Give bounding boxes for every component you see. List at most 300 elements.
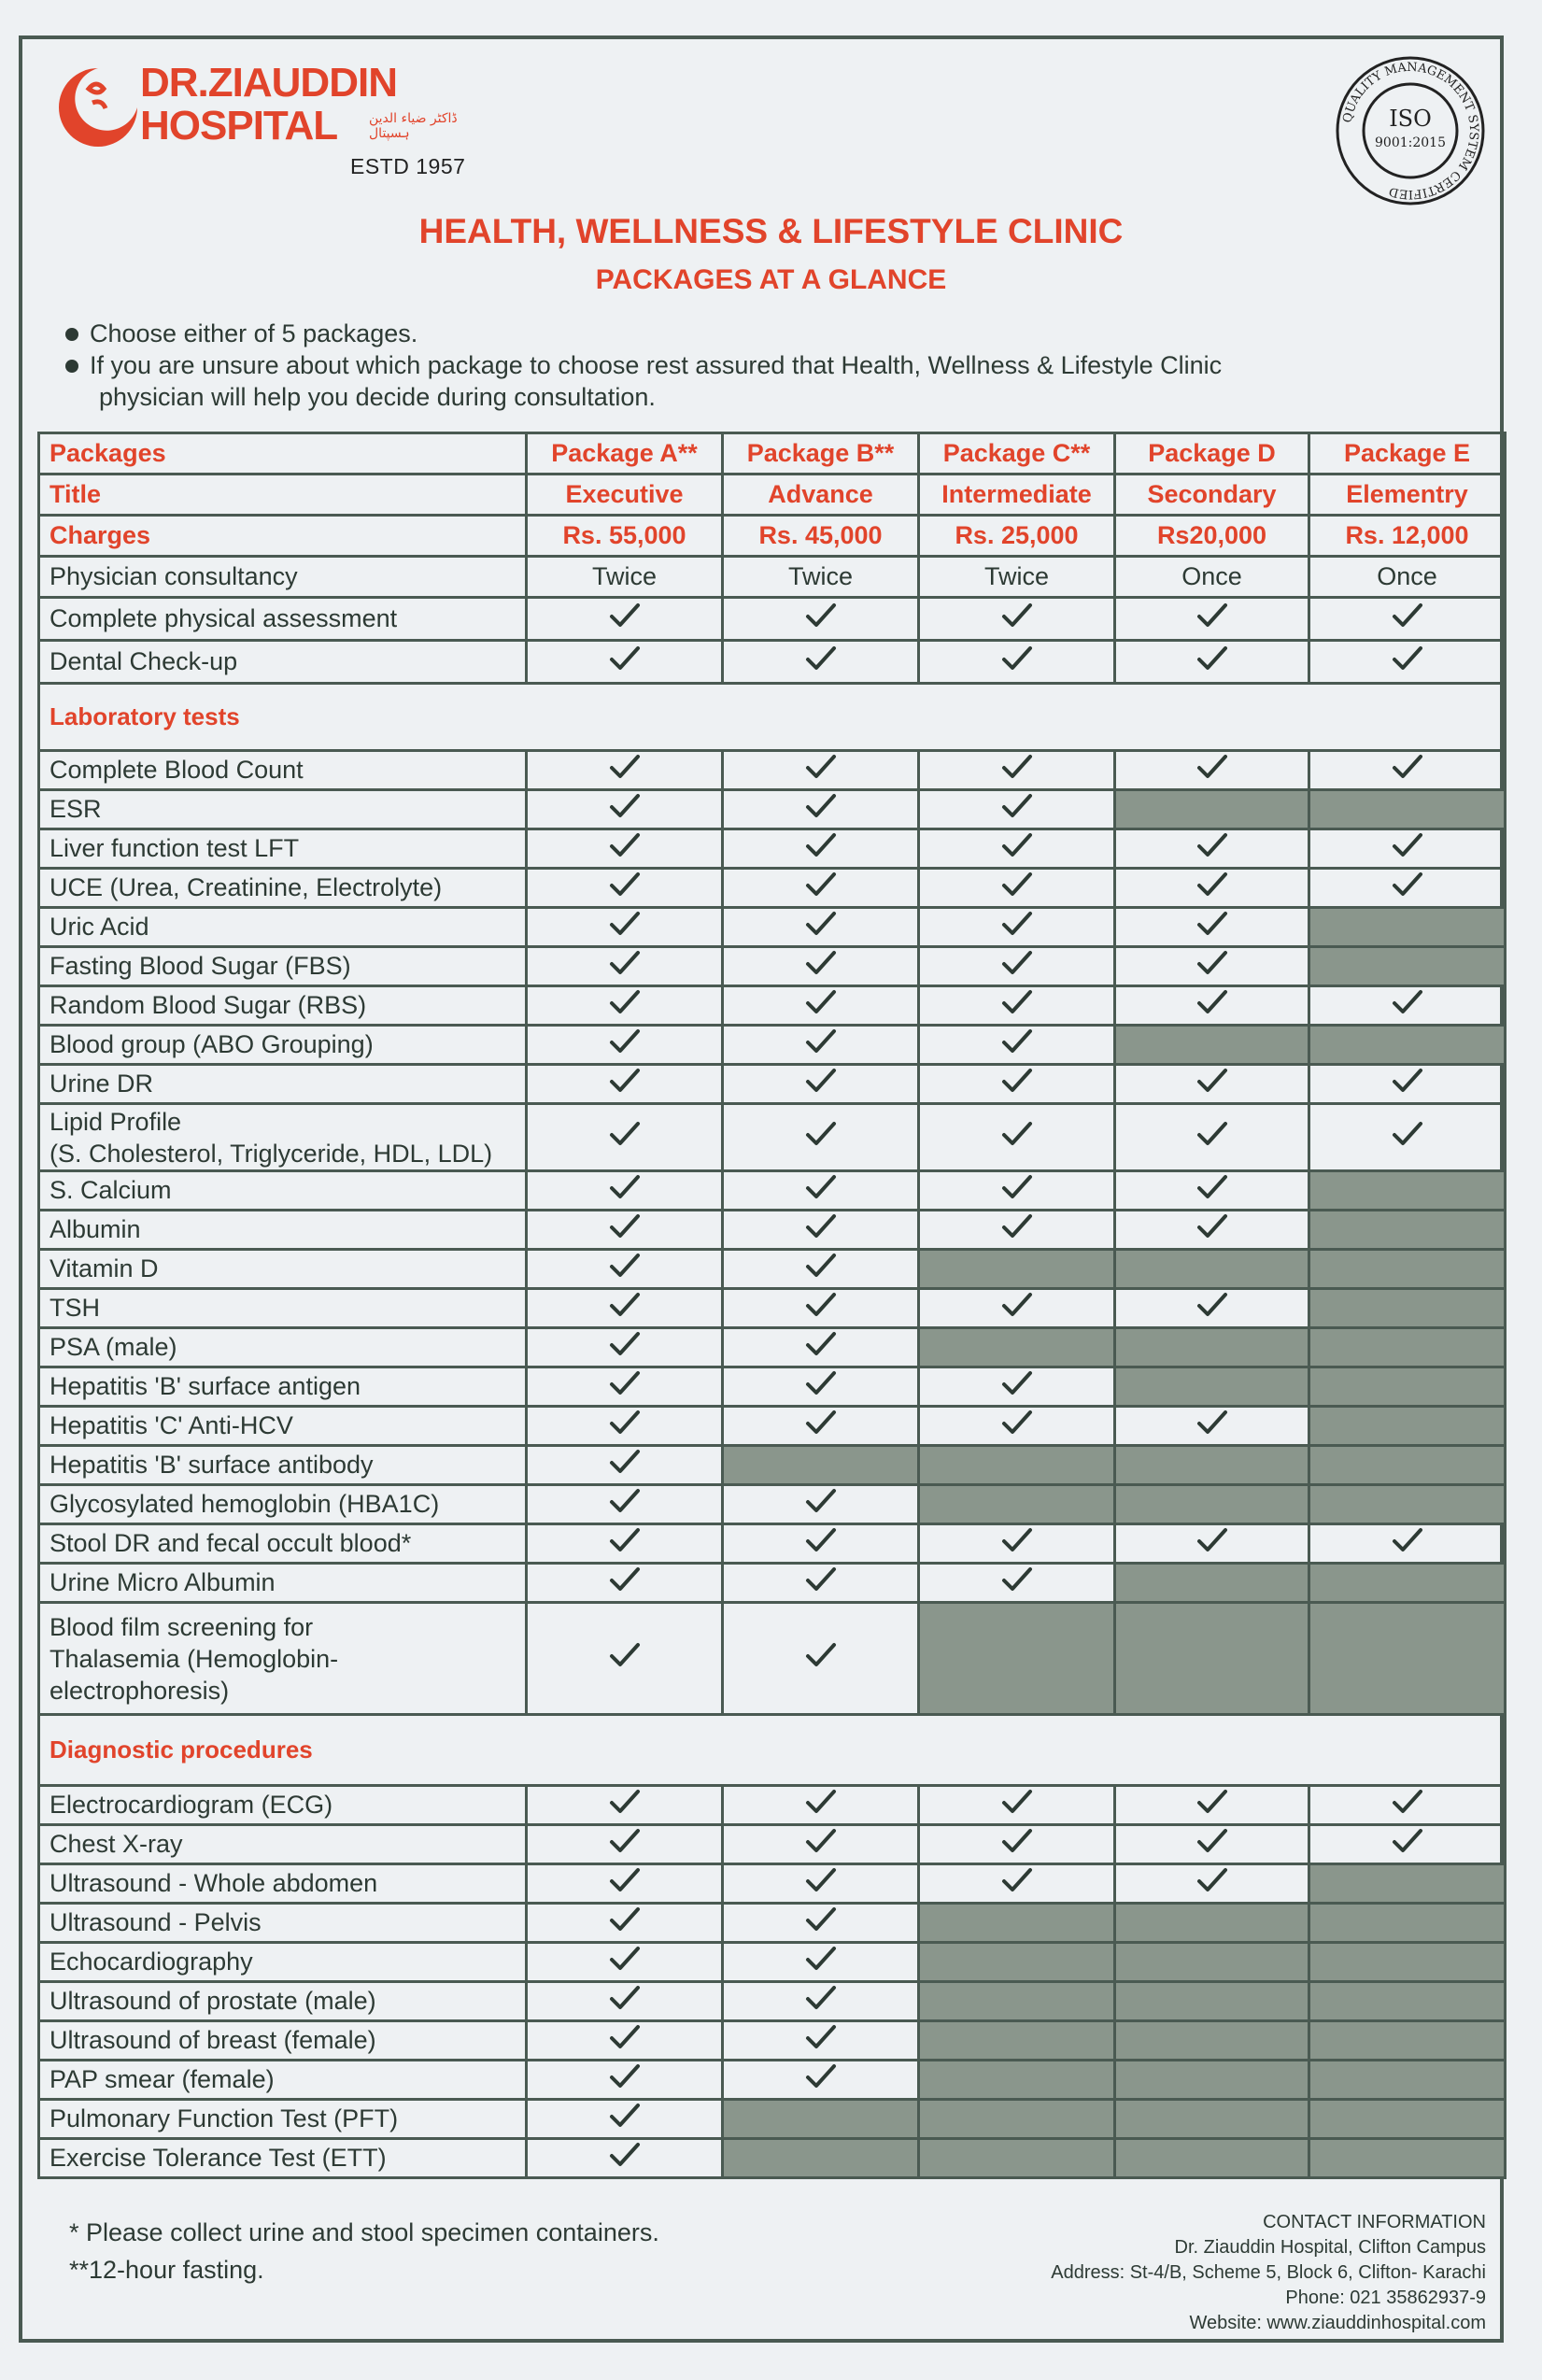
footnotes <box>69 2214 659 2288</box>
table-row <box>39 2061 1506 2100</box>
row-label: Hepatitis 'B' surface antigen <box>39 1367 527 1407</box>
check-icon <box>805 1174 837 1200</box>
frequency-cell: Twice <box>919 557 1115 598</box>
row-label: Ultrasound of breast (female) <box>39 2021 527 2061</box>
check-icon <box>805 989 837 1015</box>
check-icon <box>805 1789 837 1815</box>
header-cell: Package C** <box>919 433 1115 475</box>
check-icon <box>609 871 641 898</box>
row-label: Exercise Tolerance Test (ETT) <box>39 2139 527 2178</box>
included-cell <box>1115 641 1309 684</box>
not-included-cell <box>723 2100 919 2139</box>
included-cell <box>919 790 1115 829</box>
table-row <box>39 908 1506 947</box>
check-icon <box>1196 871 1228 898</box>
check-icon <box>1196 1410 1228 1436</box>
check-icon <box>1001 871 1033 898</box>
iso-certification-seal <box>1331 51 1490 210</box>
included-cell <box>919 598 1115 641</box>
not-included-cell <box>1115 2021 1309 2061</box>
included-cell <box>527 1367 723 1407</box>
table-row <box>39 1982 1506 2021</box>
not-included-cell <box>919 1904 1115 1943</box>
included-cell <box>527 1524 723 1564</box>
check-icon <box>805 1410 837 1436</box>
not-included-cell <box>1309 908 1506 947</box>
frequency-cell: Once <box>1309 557 1506 598</box>
not-included-cell <box>919 1982 1115 2021</box>
check-icon <box>1392 1789 1423 1815</box>
included-cell <box>1115 1786 1309 1825</box>
included-cell <box>723 790 919 829</box>
included-cell <box>919 1825 1115 1864</box>
not-included-cell <box>919 1250 1115 1289</box>
check-icon <box>1001 1828 1033 1854</box>
header-cell: Rs. 25,000 <box>919 516 1115 557</box>
not-included-cell <box>919 2061 1115 2100</box>
check-icon <box>1001 911 1033 937</box>
included-cell <box>1115 1065 1309 1104</box>
row-label: Ultrasound - Pelvis <box>39 1904 527 1943</box>
header-cell: Intermediate <box>919 475 1115 516</box>
check-icon <box>805 1028 837 1055</box>
check-icon <box>1196 1213 1228 1240</box>
check-icon <box>1001 1410 1033 1436</box>
table-row <box>39 1524 1506 1564</box>
included-cell <box>527 1289 723 1328</box>
included-cell <box>723 1171 919 1211</box>
table-row <box>39 1065 1506 1104</box>
check-icon <box>609 1292 641 1318</box>
included-cell <box>723 986 919 1026</box>
not-included-cell <box>1309 1943 1506 1982</box>
row-label: Physician consultancy <box>39 557 527 598</box>
row-label: Packages <box>39 433 527 475</box>
not-included-cell <box>1115 1367 1309 1407</box>
check-icon <box>805 602 837 629</box>
included-cell <box>1115 1104 1309 1171</box>
intro-bullets <box>64 318 1371 413</box>
check-icon <box>1196 1828 1228 1854</box>
check-icon <box>1196 1068 1228 1094</box>
not-included-cell <box>1309 1250 1506 1289</box>
included-cell <box>919 1104 1115 1171</box>
check-icon <box>609 989 641 1015</box>
check-icon <box>609 1828 641 1854</box>
not-included-cell <box>1309 1904 1506 1943</box>
included-cell <box>527 1786 723 1825</box>
check-icon <box>1001 1213 1033 1240</box>
not-included-cell <box>1309 1171 1506 1211</box>
included-cell <box>919 1211 1115 1250</box>
not-included-cell <box>1115 1026 1309 1065</box>
not-included-cell <box>1115 1943 1309 1982</box>
charges-row <box>39 516 1506 557</box>
check-icon <box>609 793 641 819</box>
check-icon <box>805 1331 837 1357</box>
row-label: Hepatitis 'B' surface antibody <box>39 1446 527 1485</box>
table-row <box>39 1603 1506 1715</box>
included-cell <box>723 1328 919 1367</box>
included-cell <box>1115 1171 1309 1211</box>
not-included-cell <box>1309 947 1506 986</box>
included-cell <box>919 1065 1115 1104</box>
packages-header-row <box>39 433 1506 475</box>
check-icon <box>609 2103 641 2129</box>
check-icon <box>609 2024 641 2050</box>
included-cell <box>527 598 723 641</box>
logo-urdu-text: ڈاکٹر ضیاء الدین ہسپتال <box>369 111 458 141</box>
check-icon <box>1392 1828 1423 1854</box>
check-icon <box>1001 1028 1033 1055</box>
check-icon <box>609 1985 641 2011</box>
included-cell <box>919 751 1115 790</box>
row-label: Dental Check-up <box>39 641 527 684</box>
table-row <box>39 1250 1506 1289</box>
included-cell <box>723 641 919 684</box>
included-cell <box>1115 751 1309 790</box>
not-included-cell <box>919 1446 1115 1485</box>
row-label: Uric Acid <box>39 908 527 947</box>
table-row <box>39 1786 1506 1825</box>
not-included-cell <box>1309 790 1506 829</box>
not-included-cell <box>1309 1289 1506 1328</box>
not-included-cell <box>1115 2100 1309 2139</box>
not-included-cell <box>1309 2139 1506 2178</box>
check-icon <box>609 1906 641 1933</box>
check-icon <box>1196 754 1228 780</box>
row-label: ESR <box>39 790 527 829</box>
check-icon <box>1001 1527 1033 1553</box>
table-row <box>39 641 1506 684</box>
included-cell <box>527 1564 723 1603</box>
not-included-cell <box>1309 1407 1506 1446</box>
included-cell <box>723 1825 919 1864</box>
check-icon <box>1392 602 1423 629</box>
included-cell <box>723 598 919 641</box>
header-cell: Executive <box>527 475 723 516</box>
included-cell <box>1309 1786 1506 1825</box>
title-row <box>39 475 1506 516</box>
included-cell <box>527 1446 723 1485</box>
check-icon <box>609 754 641 780</box>
row-label: PAP smear (female) <box>39 2061 527 2100</box>
logo-name-line1: DR.ZIAUDDIN <box>140 60 397 106</box>
check-icon <box>1001 1370 1033 1396</box>
check-icon <box>1196 832 1228 858</box>
not-included-cell <box>1115 1603 1309 1715</box>
iso-ring-text: QUALITY MANAGEMENT SYSTEM CERTIFIED <box>1340 60 1481 202</box>
table-row <box>39 2021 1506 2061</box>
check-icon <box>609 1253 641 1279</box>
iso-title: ISO <box>1389 106 1432 132</box>
not-included-cell <box>1115 790 1309 829</box>
included-cell <box>1309 598 1506 641</box>
contact-website: Website: www.ziauddinhospital.com <box>1189 2313 1486 2333</box>
check-icon <box>805 2063 837 2090</box>
row-label: Urine Micro Albumin <box>39 1564 527 1603</box>
check-icon <box>609 602 641 629</box>
row-label: TSH <box>39 1289 527 1328</box>
included-cell <box>527 908 723 947</box>
check-icon <box>1001 1121 1033 1147</box>
check-icon <box>609 1642 641 1668</box>
included-cell <box>919 1564 1115 1603</box>
check-icon <box>609 1410 641 1436</box>
not-included-cell <box>1309 1446 1506 1485</box>
table-row <box>39 2100 1506 2139</box>
included-cell <box>527 2021 723 2061</box>
check-icon <box>1392 871 1423 898</box>
check-icon <box>1001 602 1033 629</box>
iso-number: 9001:2015 <box>1375 135 1446 150</box>
included-cell <box>723 1982 919 2021</box>
included-cell <box>1309 869 1506 908</box>
table-row <box>39 947 1506 986</box>
check-icon <box>1001 1789 1033 1815</box>
contact-address: Address: St-4/B, Scheme 5, Block 6, Clifton- Karachi <box>1051 2262 1486 2283</box>
row-label: Random Blood Sugar (RBS) <box>39 986 527 1026</box>
included-cell <box>1309 751 1506 790</box>
included-cell <box>527 829 723 869</box>
diagnostic-section-row-label: Diagnostic procedures <box>39 1715 1506 1786</box>
logo-name-line2: HOSPITAL <box>140 103 338 149</box>
included-cell <box>527 947 723 986</box>
header-cell: Package B** <box>723 433 919 475</box>
row-label: Vitamin D <box>39 1250 527 1289</box>
table-row <box>39 1864 1506 1904</box>
check-icon <box>805 2024 837 2050</box>
page-title: HEALTH, WELLNESS & LIFESTYLE CLINIC <box>418 212 1124 250</box>
check-icon <box>609 1174 641 1200</box>
check-icon <box>1392 645 1423 672</box>
contact-information <box>1051 2210 1486 2336</box>
included-cell <box>723 1104 919 1171</box>
included-cell <box>1309 1524 1506 1564</box>
included-cell <box>919 869 1115 908</box>
table-row <box>39 2139 1506 2178</box>
included-cell <box>1309 1104 1506 1171</box>
contact-campus: Dr. Ziauddin Hospital, Clifton Campus <box>1174 2237 1486 2258</box>
footnote-fasting: **12-hour fasting. <box>69 2256 264 2284</box>
included-cell <box>723 1564 919 1603</box>
check-icon <box>805 1946 837 1972</box>
row-label: UCE (Urea, Creatinine, Electrolyte) <box>39 869 527 908</box>
check-icon <box>1001 832 1033 858</box>
included-cell <box>723 1603 919 1715</box>
included-cell <box>723 1367 919 1407</box>
check-icon <box>805 793 837 819</box>
not-included-cell <box>1115 1485 1309 1524</box>
check-icon <box>1001 793 1033 819</box>
check-icon <box>805 1370 837 1396</box>
included-cell <box>1115 908 1309 947</box>
frequency-cell: Once <box>1115 557 1309 598</box>
check-icon <box>609 1121 641 1147</box>
not-included-cell <box>1309 1026 1506 1065</box>
table-row <box>39 1104 1506 1171</box>
not-included-cell <box>1309 1485 1506 1524</box>
included-cell <box>527 1864 723 1904</box>
row-label: Complete physical assessment <box>39 598 527 641</box>
bullet-item: If you are unsure about which package to choose rest assured that Health, Wellness & Lifestyle Clinic <box>64 349 1371 381</box>
table-row <box>39 557 1506 598</box>
table-row <box>39 1943 1506 1982</box>
included-cell <box>723 1485 919 1524</box>
check-icon <box>1196 1121 1228 1147</box>
not-included-cell <box>1309 1328 1506 1367</box>
not-included-cell <box>1309 1603 1506 1715</box>
row-label: Complete Blood Count <box>39 751 527 790</box>
included-cell <box>527 1026 723 1065</box>
included-cell <box>527 986 723 1026</box>
check-icon <box>1001 1566 1033 1593</box>
included-cell <box>527 1250 723 1289</box>
not-included-cell <box>919 1943 1115 1982</box>
check-icon <box>609 1789 641 1815</box>
header-cell: Secondary <box>1115 475 1309 516</box>
frequency-cell: Twice <box>723 557 919 598</box>
check-icon <box>1196 989 1228 1015</box>
table-row <box>39 1171 1506 1211</box>
page-subtitle: PACKAGES AT A GLANCE <box>595 264 947 295</box>
check-icon <box>1196 1867 1228 1893</box>
table-row <box>39 598 1506 641</box>
not-included-cell <box>1115 1904 1309 1943</box>
table-row <box>39 1026 1506 1065</box>
row-label: Glycosylated hemoglobin (HBA1C) <box>39 1485 527 1524</box>
included-cell <box>723 1864 919 1904</box>
lab-section-row-label: Laboratory tests <box>39 684 1506 751</box>
included-cell <box>919 1171 1115 1211</box>
included-cell <box>1115 1825 1309 1864</box>
included-cell <box>1309 1065 1506 1104</box>
lab-section-row <box>39 684 1506 751</box>
check-icon <box>805 1985 837 2011</box>
included-cell <box>527 1485 723 1524</box>
check-icon <box>609 1449 641 1475</box>
check-icon <box>1196 1527 1228 1553</box>
row-label: Title <box>39 475 527 516</box>
check-icon <box>1392 989 1423 1015</box>
check-icon <box>805 832 837 858</box>
not-included-cell <box>919 2021 1115 2061</box>
included-cell <box>1309 986 1506 1026</box>
not-included-cell <box>919 2100 1115 2139</box>
header-cell: Rs20,000 <box>1115 516 1309 557</box>
check-icon <box>1196 911 1228 937</box>
check-icon <box>1392 1527 1423 1553</box>
check-icon <box>1001 754 1033 780</box>
not-included-cell <box>1115 1982 1309 2021</box>
not-included-cell <box>1115 1328 1309 1367</box>
included-cell <box>1115 1289 1309 1328</box>
not-included-cell <box>1115 1446 1309 1485</box>
not-included-cell <box>1115 1564 1309 1603</box>
not-included-cell <box>919 1485 1115 1524</box>
included-cell <box>527 1211 723 1250</box>
check-icon <box>1196 1789 1228 1815</box>
included-cell <box>527 1603 723 1715</box>
included-cell <box>527 1328 723 1367</box>
header-cell: Package E <box>1309 433 1506 475</box>
not-included-cell <box>919 1603 1115 1715</box>
included-cell <box>919 947 1115 986</box>
included-cell <box>1115 1407 1309 1446</box>
row-label: Charges <box>39 516 527 557</box>
check-icon <box>1001 989 1033 1015</box>
table-row <box>39 1328 1506 1367</box>
table-row <box>39 1289 1506 1328</box>
logo-established: ESTD 1957 <box>350 154 466 178</box>
check-icon <box>805 754 837 780</box>
check-icon <box>1196 1174 1228 1200</box>
row-label: Pulmonary Function Test (PFT) <box>39 2100 527 2139</box>
included-cell <box>919 641 1115 684</box>
table-row <box>39 1407 1506 1446</box>
not-included-cell <box>1115 2139 1309 2178</box>
check-icon <box>805 645 837 672</box>
check-icon <box>609 911 641 937</box>
check-icon <box>805 1488 837 1514</box>
header-cell: Elementry <box>1309 475 1506 516</box>
check-icon <box>609 1213 641 1240</box>
included-cell <box>527 1171 723 1211</box>
check-icon <box>1001 1867 1033 1893</box>
included-cell <box>723 2061 919 2100</box>
row-label: S. Calcium <box>39 1171 527 1211</box>
bullet-item: Choose either of 5 packages. <box>64 318 1371 349</box>
check-icon <box>609 1867 641 1893</box>
row-label: Blood film screening for Thalasemia (Hemoglobin- electrophoresis) <box>39 1603 527 1715</box>
included-cell <box>919 1026 1115 1065</box>
check-icon <box>805 1253 837 1279</box>
check-icon <box>805 871 837 898</box>
included-cell <box>919 1367 1115 1407</box>
included-cell <box>723 1904 919 1943</box>
check-icon <box>805 1642 837 1668</box>
check-icon <box>609 1068 641 1094</box>
included-cell <box>919 1786 1115 1825</box>
included-cell <box>527 2100 723 2139</box>
check-icon <box>1196 1292 1228 1318</box>
row-label: Electrocardiogram (ECG) <box>39 1786 527 1825</box>
included-cell <box>527 2061 723 2100</box>
included-cell <box>1115 829 1309 869</box>
row-label: Fasting Blood Sugar (FBS) <box>39 947 527 986</box>
included-cell <box>527 1104 723 1171</box>
diagnostic-section-row <box>39 1715 1506 1786</box>
table-row <box>39 986 1506 1026</box>
included-cell <box>527 1943 723 1982</box>
included-cell <box>527 1407 723 1446</box>
check-icon <box>609 950 641 976</box>
check-icon <box>1392 832 1423 858</box>
check-icon <box>1001 645 1033 672</box>
table-row <box>39 790 1506 829</box>
included-cell <box>1115 986 1309 1026</box>
not-included-cell <box>1309 1211 1506 1250</box>
not-included-cell <box>1309 1367 1506 1407</box>
contact-heading: CONTACT INFORMATION <box>1263 2212 1486 2232</box>
row-label: Echocardiography <box>39 1943 527 1982</box>
check-icon <box>1196 950 1228 976</box>
table-row <box>39 829 1506 869</box>
not-included-cell <box>1309 1564 1506 1603</box>
check-icon <box>1001 1068 1033 1094</box>
row-label: Ultrasound of prostate (male) <box>39 1982 527 2021</box>
table-row <box>39 1211 1506 1250</box>
